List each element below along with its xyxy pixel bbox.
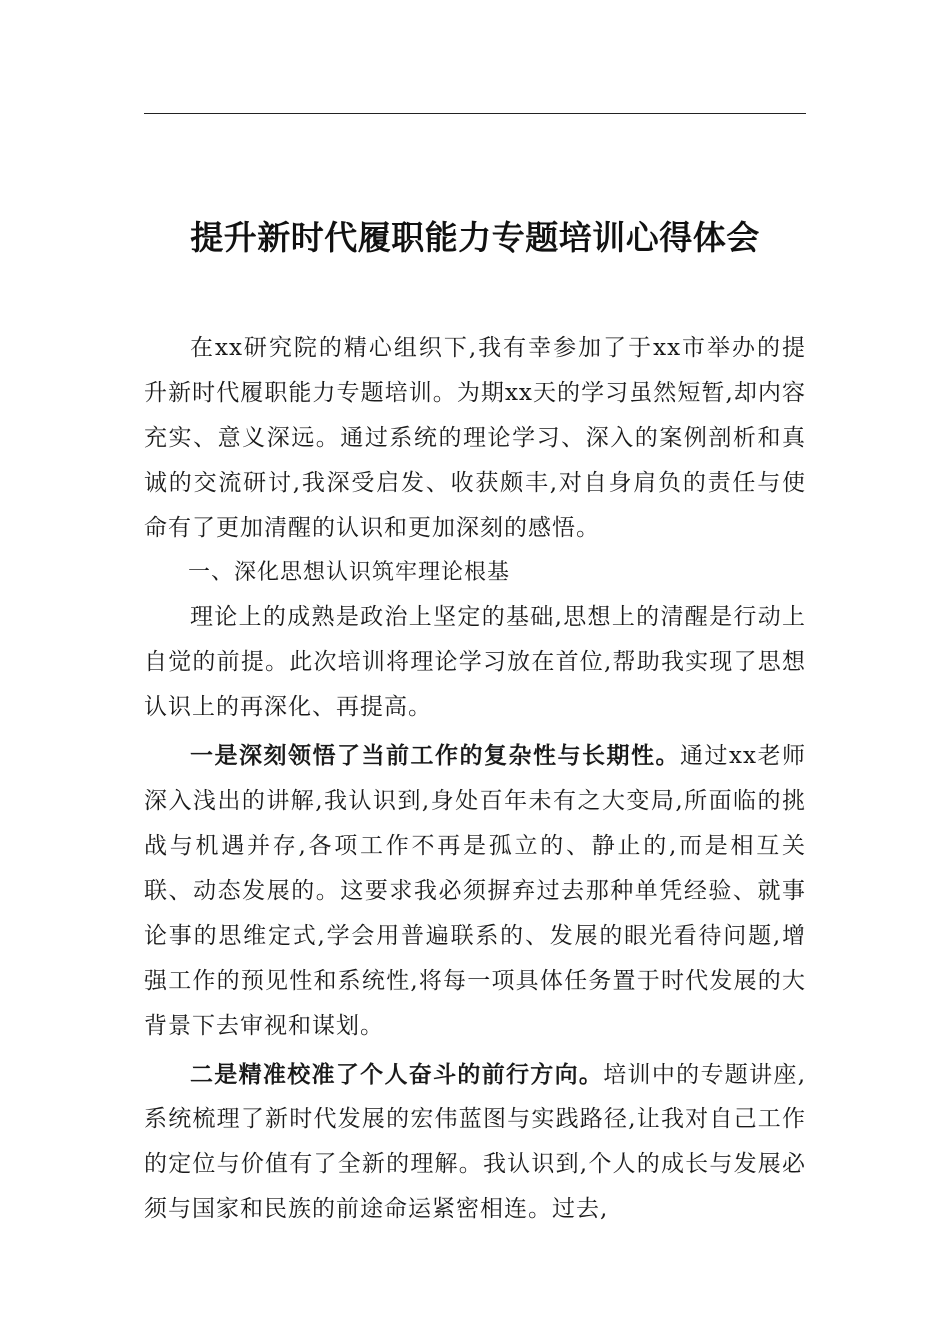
section-heading: 一、深化思想认识筑牢理论根基 <box>188 559 511 585</box>
point-one-paragraph <box>144 734 806 1048</box>
section-intro-paragraph: 理论上的成熟是政治上坚定的基础,思想上的清醒是行动上自觉的前提。此次培训将理论学习放在首位,帮助我实现了思想认识上的再深化、再提高。 <box>144 604 806 721</box>
document-body <box>144 326 806 1232</box>
header-rule <box>144 113 806 114</box>
point-two-text: 培训中的专题讲座,系统梳理了新时代发展的宏伟蓝图与实践路径,让我对自己工作的定位与价值有了全新的理解。我认识到,个人的成长与发展必须与国家和民族的前途命运紧密相连。过去, <box>144 1061 807 1223</box>
point-one-lead: 一是深刻领悟了当前工作的复杂性与长期性。 <box>190 742 681 770</box>
point-two-lead: 二是精准校准了个人奋斗的前行方向。 <box>190 1060 604 1088</box>
document-title: 提升新时代履职能力专题培训心得体会 <box>190 218 760 258</box>
point-one-text: 通过xx老师深入浅出的讲解,我认识到,身处百年未有之大变局,所面临的挑战与机遇并存,各项工作不再是孤立的、静止的,而是相互关联、动态发展的。这要求我必须摒弃过去那种单凭经验、就事论事的思维定式,学会用普遍联系的、发展的眼光看待问题,增强工作的预见性和系统性,将每一项具体任务置于时代发展的大背景下去审视和谋划。 <box>144 743 806 1039</box>
intro-paragraph: 在xx研究院的精心组织下,我有幸参加了于xx市举办的提升新时代履职能力专题培训。为期xx天的学习虽然短暂,却内容充实、意义深远。通过系统的理论学习、深入的案例剖析和真诚的交流研讨,我深受启发、收获颇丰,对自身肩负的责任与使命有了更加清醒的认识和更加深刻的感悟。 <box>144 335 806 541</box>
point-two-paragraph <box>144 1053 806 1233</box>
